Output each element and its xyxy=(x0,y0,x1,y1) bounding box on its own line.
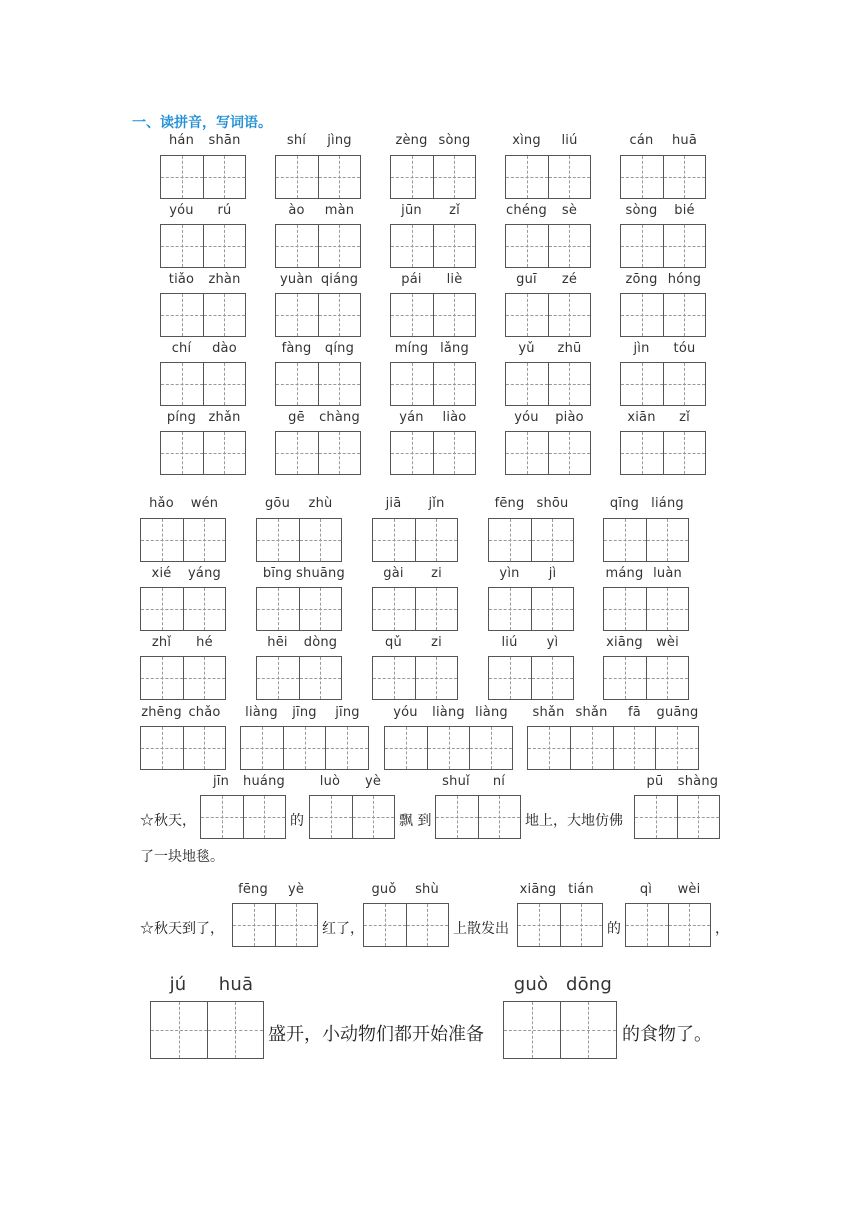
writing-cell[interactable] xyxy=(276,225,318,267)
pinyin-syllable: xiān xyxy=(627,410,656,425)
pinyin-syllable: shàng xyxy=(677,774,719,789)
pinyin-syllable: wèi xyxy=(656,635,679,650)
pinyin-syllable: fēng xyxy=(238,882,268,897)
pinyin-syllable: pái xyxy=(401,272,422,287)
pinyin-syllable: wén xyxy=(190,496,219,511)
writing-cell[interactable] xyxy=(604,657,646,699)
writing-cell[interactable] xyxy=(506,225,548,267)
writing-cell[interactable] xyxy=(201,796,243,838)
writing-cell[interactable] xyxy=(646,657,689,699)
word-writing-box[interactable] xyxy=(140,587,226,631)
pinyin-syllable: xié xyxy=(151,566,172,581)
writing-cell[interactable] xyxy=(621,294,663,336)
pinyin-syllable: shǎn xyxy=(575,705,608,720)
pinyin-syllable: zhǎn xyxy=(208,410,241,425)
writing-cell[interactable] xyxy=(241,727,283,769)
pinyin-syllable: qíng xyxy=(324,341,355,356)
word-writing-box[interactable] xyxy=(160,293,246,337)
writing-cell[interactable] xyxy=(276,363,318,405)
writing-cell[interactable] xyxy=(655,727,698,769)
writing-cell[interactable] xyxy=(604,519,646,561)
writing-cell[interactable] xyxy=(427,727,470,769)
pinyin-syllable: liú xyxy=(501,635,518,650)
writing-cell[interactable] xyxy=(663,432,706,474)
sentence-text: 红了， xyxy=(322,921,364,937)
writing-cell[interactable] xyxy=(141,657,183,699)
word-writing-box[interactable] xyxy=(505,155,591,199)
pinyin-syllable: guī xyxy=(516,272,537,287)
pinyin-syllable: bié xyxy=(674,203,695,218)
pinyin-syllable: gài xyxy=(383,566,404,581)
sentence-writing-box[interactable] xyxy=(517,903,603,947)
writing-cell[interactable] xyxy=(436,796,478,838)
pinyin-syllable: zǐ xyxy=(449,203,460,218)
pinyin-syllable: xiāng xyxy=(606,635,643,650)
sentence-writing-box[interactable] xyxy=(634,795,720,839)
pinyin-syllable: zé xyxy=(561,272,578,287)
writing-cell[interactable] xyxy=(518,904,560,946)
word-writing-box[interactable] xyxy=(160,362,246,406)
pinyin-syllable: chàng xyxy=(319,410,360,425)
writing-cell[interactable] xyxy=(373,588,415,630)
writing-cell[interactable] xyxy=(276,156,318,198)
writing-cell[interactable] xyxy=(141,588,183,630)
writing-cell[interactable] xyxy=(161,363,203,405)
writing-cell[interactable] xyxy=(506,363,548,405)
writing-cell[interactable] xyxy=(385,727,427,769)
writing-cell[interactable] xyxy=(646,588,689,630)
pinyin-syllable: shǎn xyxy=(532,705,565,720)
word-writing-box[interactable] xyxy=(505,362,591,406)
writing-cell[interactable] xyxy=(548,225,591,267)
writing-cell[interactable] xyxy=(325,727,368,769)
pinyin-syllable: bīng xyxy=(262,566,293,581)
writing-cell[interactable] xyxy=(531,519,574,561)
word-writing-box[interactable] xyxy=(372,656,458,700)
pinyin-syllable: zhēng xyxy=(141,705,182,720)
writing-cell[interactable] xyxy=(257,519,299,561)
pinyin-syllable: zi xyxy=(431,635,442,650)
writing-cell[interactable] xyxy=(373,657,415,699)
writing-cell[interactable] xyxy=(318,156,361,198)
writing-cell[interactable] xyxy=(243,796,286,838)
writing-cell[interactable] xyxy=(489,588,531,630)
writing-cell[interactable] xyxy=(233,904,275,946)
writing-cell[interactable] xyxy=(391,363,433,405)
pinyin-syllable: jǐn xyxy=(428,496,445,511)
pinyin-syllable: liàng xyxy=(432,705,465,720)
pinyin-syllable: gē xyxy=(288,410,305,425)
writing-cell[interactable] xyxy=(663,225,706,267)
sentence-text: 上散发出 xyxy=(453,921,509,937)
pinyin-syllable: zhù xyxy=(308,496,333,511)
writing-cell[interactable] xyxy=(275,904,318,946)
sentence-text: 的 xyxy=(607,921,621,937)
word-writing-box[interactable] xyxy=(620,155,706,199)
word-writing-box[interactable] xyxy=(372,587,458,631)
sentence-writing-box[interactable] xyxy=(503,1001,617,1059)
pinyin-syllable: yán xyxy=(399,410,424,425)
pinyin-syllable: liú xyxy=(561,133,578,148)
sentence-writing-box[interactable] xyxy=(435,795,521,839)
pinyin-syllable: shān xyxy=(208,133,241,148)
sentence-writing-box[interactable] xyxy=(200,795,286,839)
writing-cell[interactable] xyxy=(373,519,415,561)
pinyin-syllable: qiáng xyxy=(320,272,359,287)
pinyin-syllable: tiǎo xyxy=(168,272,195,287)
writing-cell[interactable] xyxy=(415,588,458,630)
writing-cell[interactable] xyxy=(433,294,476,336)
pinyin-syllable: tóu xyxy=(673,341,696,356)
word-writing-box[interactable] xyxy=(160,155,246,199)
writing-cell[interactable] xyxy=(531,657,574,699)
writing-cell[interactable] xyxy=(560,904,603,946)
word-writing-box[interactable] xyxy=(275,293,361,337)
writing-cell[interactable] xyxy=(151,1002,207,1058)
pinyin-syllable: màn xyxy=(324,203,355,218)
word-writing-box[interactable] xyxy=(505,431,591,475)
writing-cell[interactable] xyxy=(489,657,531,699)
pinyin-syllable: fā xyxy=(628,705,641,720)
word-writing-box[interactable] xyxy=(160,224,246,268)
writing-cell[interactable] xyxy=(276,432,318,474)
pinyin-syllable: chǎo xyxy=(188,705,221,720)
sentence-writing-box[interactable] xyxy=(625,903,711,947)
writing-cell[interactable] xyxy=(621,432,663,474)
writing-cell[interactable] xyxy=(364,904,406,946)
word-writing-box[interactable] xyxy=(390,155,476,199)
writing-cell[interactable] xyxy=(570,727,613,769)
word-writing-box[interactable] xyxy=(256,587,342,631)
writing-cell[interactable] xyxy=(352,796,395,838)
writing-cell[interactable] xyxy=(318,225,361,267)
pinyin-syllable: shù xyxy=(415,882,439,897)
pinyin-syllable: jìng xyxy=(327,133,352,148)
pinyin-syllable: huā xyxy=(671,133,698,148)
sentence-text: 的 xyxy=(290,813,304,829)
pinyin-syllable: máng xyxy=(605,566,644,581)
phrase-writing-box[interactable] xyxy=(384,726,513,770)
sentence-text: 了一块地毯。 xyxy=(140,849,224,865)
writing-cell[interactable] xyxy=(548,156,591,198)
writing-cell[interactable] xyxy=(433,363,476,405)
phrase-writing-box[interactable] xyxy=(527,726,699,770)
writing-cell[interactable] xyxy=(391,432,433,474)
pinyin-syllable: sòng xyxy=(625,203,658,218)
writing-cell[interactable] xyxy=(161,156,203,198)
pinyin-syllable: shōu xyxy=(536,496,569,511)
pinyin-syllable: pū xyxy=(646,774,664,789)
writing-cell[interactable] xyxy=(310,796,352,838)
pinyin-syllable: míng xyxy=(394,341,429,356)
pinyin-syllable: luàn xyxy=(653,566,682,581)
writing-cell[interactable] xyxy=(161,432,203,474)
word-writing-box[interactable] xyxy=(160,431,246,475)
pinyin-syllable: liáng xyxy=(651,496,684,511)
pinyin-syllable: qīng xyxy=(609,496,640,511)
pinyin-syllable: wèi xyxy=(677,882,701,897)
pinyin-syllable: yìn xyxy=(499,566,520,581)
word-writing-box[interactable] xyxy=(390,224,476,268)
writing-cell[interactable] xyxy=(203,294,246,336)
pinyin-syllable: piào xyxy=(555,410,584,425)
word-writing-box[interactable] xyxy=(275,431,361,475)
writing-cell[interactable] xyxy=(646,519,689,561)
word-writing-box[interactable] xyxy=(256,518,342,562)
pinyin-syllable: yóu xyxy=(393,705,418,720)
pinyin-syllable: hé xyxy=(196,635,213,650)
writing-cell[interactable] xyxy=(531,588,574,630)
writing-cell[interactable] xyxy=(528,727,570,769)
pinyin-syllable: hóng xyxy=(667,272,702,287)
pinyin-syllable: chí xyxy=(171,341,192,356)
pinyin-syllable: dào xyxy=(212,341,237,356)
pinyin-syllable: rú xyxy=(217,203,232,218)
writing-cell[interactable] xyxy=(663,294,706,336)
writing-cell[interactable] xyxy=(626,904,668,946)
sentence-writing-box[interactable] xyxy=(363,903,449,947)
writing-cell[interactable] xyxy=(433,432,476,474)
word-writing-box[interactable] xyxy=(603,518,689,562)
writing-cell[interactable] xyxy=(504,1002,560,1058)
writing-cell[interactable] xyxy=(478,796,521,838)
writing-cell[interactable] xyxy=(283,727,326,769)
pinyin-syllable: guāng xyxy=(656,705,699,720)
pinyin-syllable: jīng xyxy=(292,705,317,720)
writing-cell[interactable] xyxy=(663,363,706,405)
phrase-writing-box[interactable] xyxy=(240,726,369,770)
pinyin-syllable: jiā xyxy=(385,496,402,511)
word-writing-box[interactable] xyxy=(603,656,689,700)
pinyin-syllable: jīng xyxy=(335,705,360,720)
writing-cell[interactable] xyxy=(604,588,646,630)
word-writing-box[interactable] xyxy=(390,362,476,406)
pinyin-syllable: jì xyxy=(548,566,557,581)
writing-cell[interactable] xyxy=(415,657,458,699)
sentence-writing-box[interactable] xyxy=(150,1001,264,1059)
word-writing-box[interactable] xyxy=(620,293,706,337)
pinyin-syllable: yè xyxy=(364,774,382,789)
writing-cell[interactable] xyxy=(677,796,720,838)
pinyin-syllable: guǒ xyxy=(371,882,397,897)
writing-cell[interactable] xyxy=(621,363,663,405)
pinyin-syllable: zhū xyxy=(557,341,582,356)
writing-cell[interactable] xyxy=(635,796,677,838)
writing-cell[interactable] xyxy=(391,156,433,198)
writing-cell[interactable] xyxy=(299,519,342,561)
writing-cell[interactable] xyxy=(299,657,342,699)
sentence-text: 的食物了。 xyxy=(622,1024,712,1045)
word-writing-box[interactable] xyxy=(488,656,574,700)
word-writing-box[interactable] xyxy=(275,224,361,268)
sentence-text: 飘 到 xyxy=(399,813,432,829)
writing-cell[interactable] xyxy=(203,432,246,474)
sentence-text: ， xyxy=(715,921,729,937)
writing-cell[interactable] xyxy=(621,156,663,198)
word-writing-box[interactable] xyxy=(140,656,226,700)
pinyin-syllable: xiāng xyxy=(519,882,557,897)
writing-cell[interactable] xyxy=(506,294,548,336)
pinyin-syllable: yì xyxy=(546,635,559,650)
writing-cell[interactable] xyxy=(506,156,548,198)
sentence-writing-box[interactable] xyxy=(232,903,318,947)
word-writing-box[interactable] xyxy=(488,518,574,562)
writing-cell[interactable] xyxy=(203,363,246,405)
pinyin-syllable: gōu xyxy=(264,496,291,511)
writing-cell[interactable] xyxy=(161,225,203,267)
pinyin-syllable: zhǐ xyxy=(151,635,172,650)
pinyin-syllable: ào xyxy=(288,203,305,218)
writing-cell[interactable] xyxy=(207,1002,264,1058)
pinyin-syllable: cán xyxy=(629,133,654,148)
writing-cell[interactable] xyxy=(621,225,663,267)
sentence-text: ☆秋天到了， xyxy=(140,921,224,937)
section-title: 一、读拼音，写词语。 xyxy=(132,115,272,131)
pinyin-syllable: hēi xyxy=(267,635,288,650)
pinyin-syllable: xìng xyxy=(512,133,541,148)
pinyin-syllable: dòng xyxy=(303,635,338,650)
writing-cell[interactable] xyxy=(433,225,476,267)
word-writing-box[interactable] xyxy=(390,431,476,475)
phrase-writing-box[interactable] xyxy=(140,726,226,770)
pinyin-syllable: tián xyxy=(568,882,594,897)
word-writing-box[interactable] xyxy=(488,587,574,631)
pinyin-syllable: yuàn xyxy=(280,272,313,287)
pinyin-syllable: zi xyxy=(431,566,442,581)
word-writing-box[interactable] xyxy=(390,293,476,337)
pinyin-syllable: lǎng xyxy=(440,341,469,356)
pinyin-syllable: yáng xyxy=(188,566,221,581)
writing-cell[interactable] xyxy=(415,519,458,561)
word-writing-box[interactable] xyxy=(603,587,689,631)
writing-cell[interactable] xyxy=(668,904,711,946)
word-writing-box[interactable] xyxy=(275,155,361,199)
writing-cell[interactable] xyxy=(391,225,433,267)
writing-cell[interactable] xyxy=(141,727,183,769)
word-writing-box[interactable] xyxy=(275,362,361,406)
pinyin-syllable: liàng xyxy=(245,705,278,720)
pinyin-syllable: qǔ xyxy=(385,635,402,650)
writing-cell[interactable] xyxy=(489,519,531,561)
pinyin-syllable: ní xyxy=(492,774,506,789)
writing-cell[interactable] xyxy=(183,519,226,561)
writing-cell[interactable] xyxy=(203,225,246,267)
pinyin-syllable: qì xyxy=(639,882,653,897)
pinyin-syllable: jú xyxy=(169,974,187,995)
word-writing-box[interactable] xyxy=(372,518,458,562)
writing-cell[interactable] xyxy=(299,588,342,630)
pinyin-syllable: chéng xyxy=(506,203,547,218)
writing-cell[interactable] xyxy=(318,363,361,405)
pinyin-syllable: liàng xyxy=(475,705,508,720)
pinyin-syllable: yè xyxy=(287,882,305,897)
writing-cell[interactable] xyxy=(183,657,226,699)
writing-cell[interactable] xyxy=(318,432,361,474)
pinyin-syllable: huā xyxy=(218,974,254,995)
pinyin-syllable: jūn xyxy=(401,203,422,218)
writing-cell[interactable] xyxy=(141,519,183,561)
pinyin-syllable: luò xyxy=(319,774,341,789)
pinyin-syllable: huáng xyxy=(243,774,285,789)
writing-cell[interactable] xyxy=(406,904,449,946)
pinyin-syllable: guò xyxy=(513,974,549,995)
writing-cell[interactable] xyxy=(548,363,591,405)
pinyin-syllable: yóu xyxy=(514,410,539,425)
pinyin-syllable: zōng xyxy=(625,272,658,287)
pinyin-syllable: hǎo xyxy=(149,496,174,511)
word-writing-box[interactable] xyxy=(256,656,342,700)
pinyin-syllable: píng xyxy=(166,410,197,425)
writing-cell[interactable] xyxy=(613,727,656,769)
pinyin-syllable: hán xyxy=(168,133,195,148)
pinyin-syllable: jīn xyxy=(212,774,230,789)
word-writing-box[interactable] xyxy=(505,224,591,268)
pinyin-syllable: zhàn xyxy=(208,272,241,287)
sentence-text: 地上，大地仿佛 xyxy=(525,813,623,829)
writing-cell[interactable] xyxy=(318,294,361,336)
pinyin-syllable: zǐ xyxy=(679,410,690,425)
word-writing-box[interactable] xyxy=(620,362,706,406)
sentence-text: 盛开，小动物们都开始准备 xyxy=(268,1024,484,1045)
writing-cell[interactable] xyxy=(433,156,476,198)
pinyin-syllable: liè xyxy=(446,272,463,287)
sentence-writing-box[interactable] xyxy=(309,795,395,839)
pinyin-syllable: jìn xyxy=(633,341,650,356)
writing-cell[interactable] xyxy=(276,294,318,336)
writing-cell[interactable] xyxy=(560,1002,617,1058)
writing-cell[interactable] xyxy=(506,432,548,474)
word-writing-box[interactable] xyxy=(620,224,706,268)
writing-cell[interactable] xyxy=(548,432,591,474)
writing-cell[interactable] xyxy=(203,156,246,198)
writing-cell[interactable] xyxy=(183,588,226,630)
pinyin-syllable: sòng xyxy=(438,133,471,148)
pinyin-syllable: fàng xyxy=(281,341,312,356)
word-writing-box[interactable] xyxy=(505,293,591,337)
pinyin-syllable: sè xyxy=(561,203,578,218)
writing-cell[interactable] xyxy=(663,156,706,198)
pinyin-syllable: shí xyxy=(286,133,307,148)
writing-cell[interactable] xyxy=(161,294,203,336)
sentence-text: ☆秋天， xyxy=(140,813,196,829)
pinyin-syllable: yóu xyxy=(169,203,194,218)
writing-cell[interactable] xyxy=(391,294,433,336)
word-writing-box[interactable] xyxy=(620,431,706,475)
writing-cell[interactable] xyxy=(469,727,512,769)
pinyin-syllable: shuǐ xyxy=(442,774,470,789)
writing-cell[interactable] xyxy=(183,727,226,769)
word-writing-box[interactable] xyxy=(140,518,226,562)
pinyin-syllable: zèng xyxy=(395,133,428,148)
pinyin-syllable: yǔ xyxy=(518,341,535,356)
writing-cell[interactable] xyxy=(257,657,299,699)
pinyin-syllable: liào xyxy=(442,410,467,425)
writing-cell[interactable] xyxy=(548,294,591,336)
writing-cell[interactable] xyxy=(257,588,299,630)
pinyin-syllable: fēng xyxy=(494,496,525,511)
pinyin-syllable: dōng xyxy=(565,974,613,995)
pinyin-syllable: shuāng xyxy=(296,566,345,581)
